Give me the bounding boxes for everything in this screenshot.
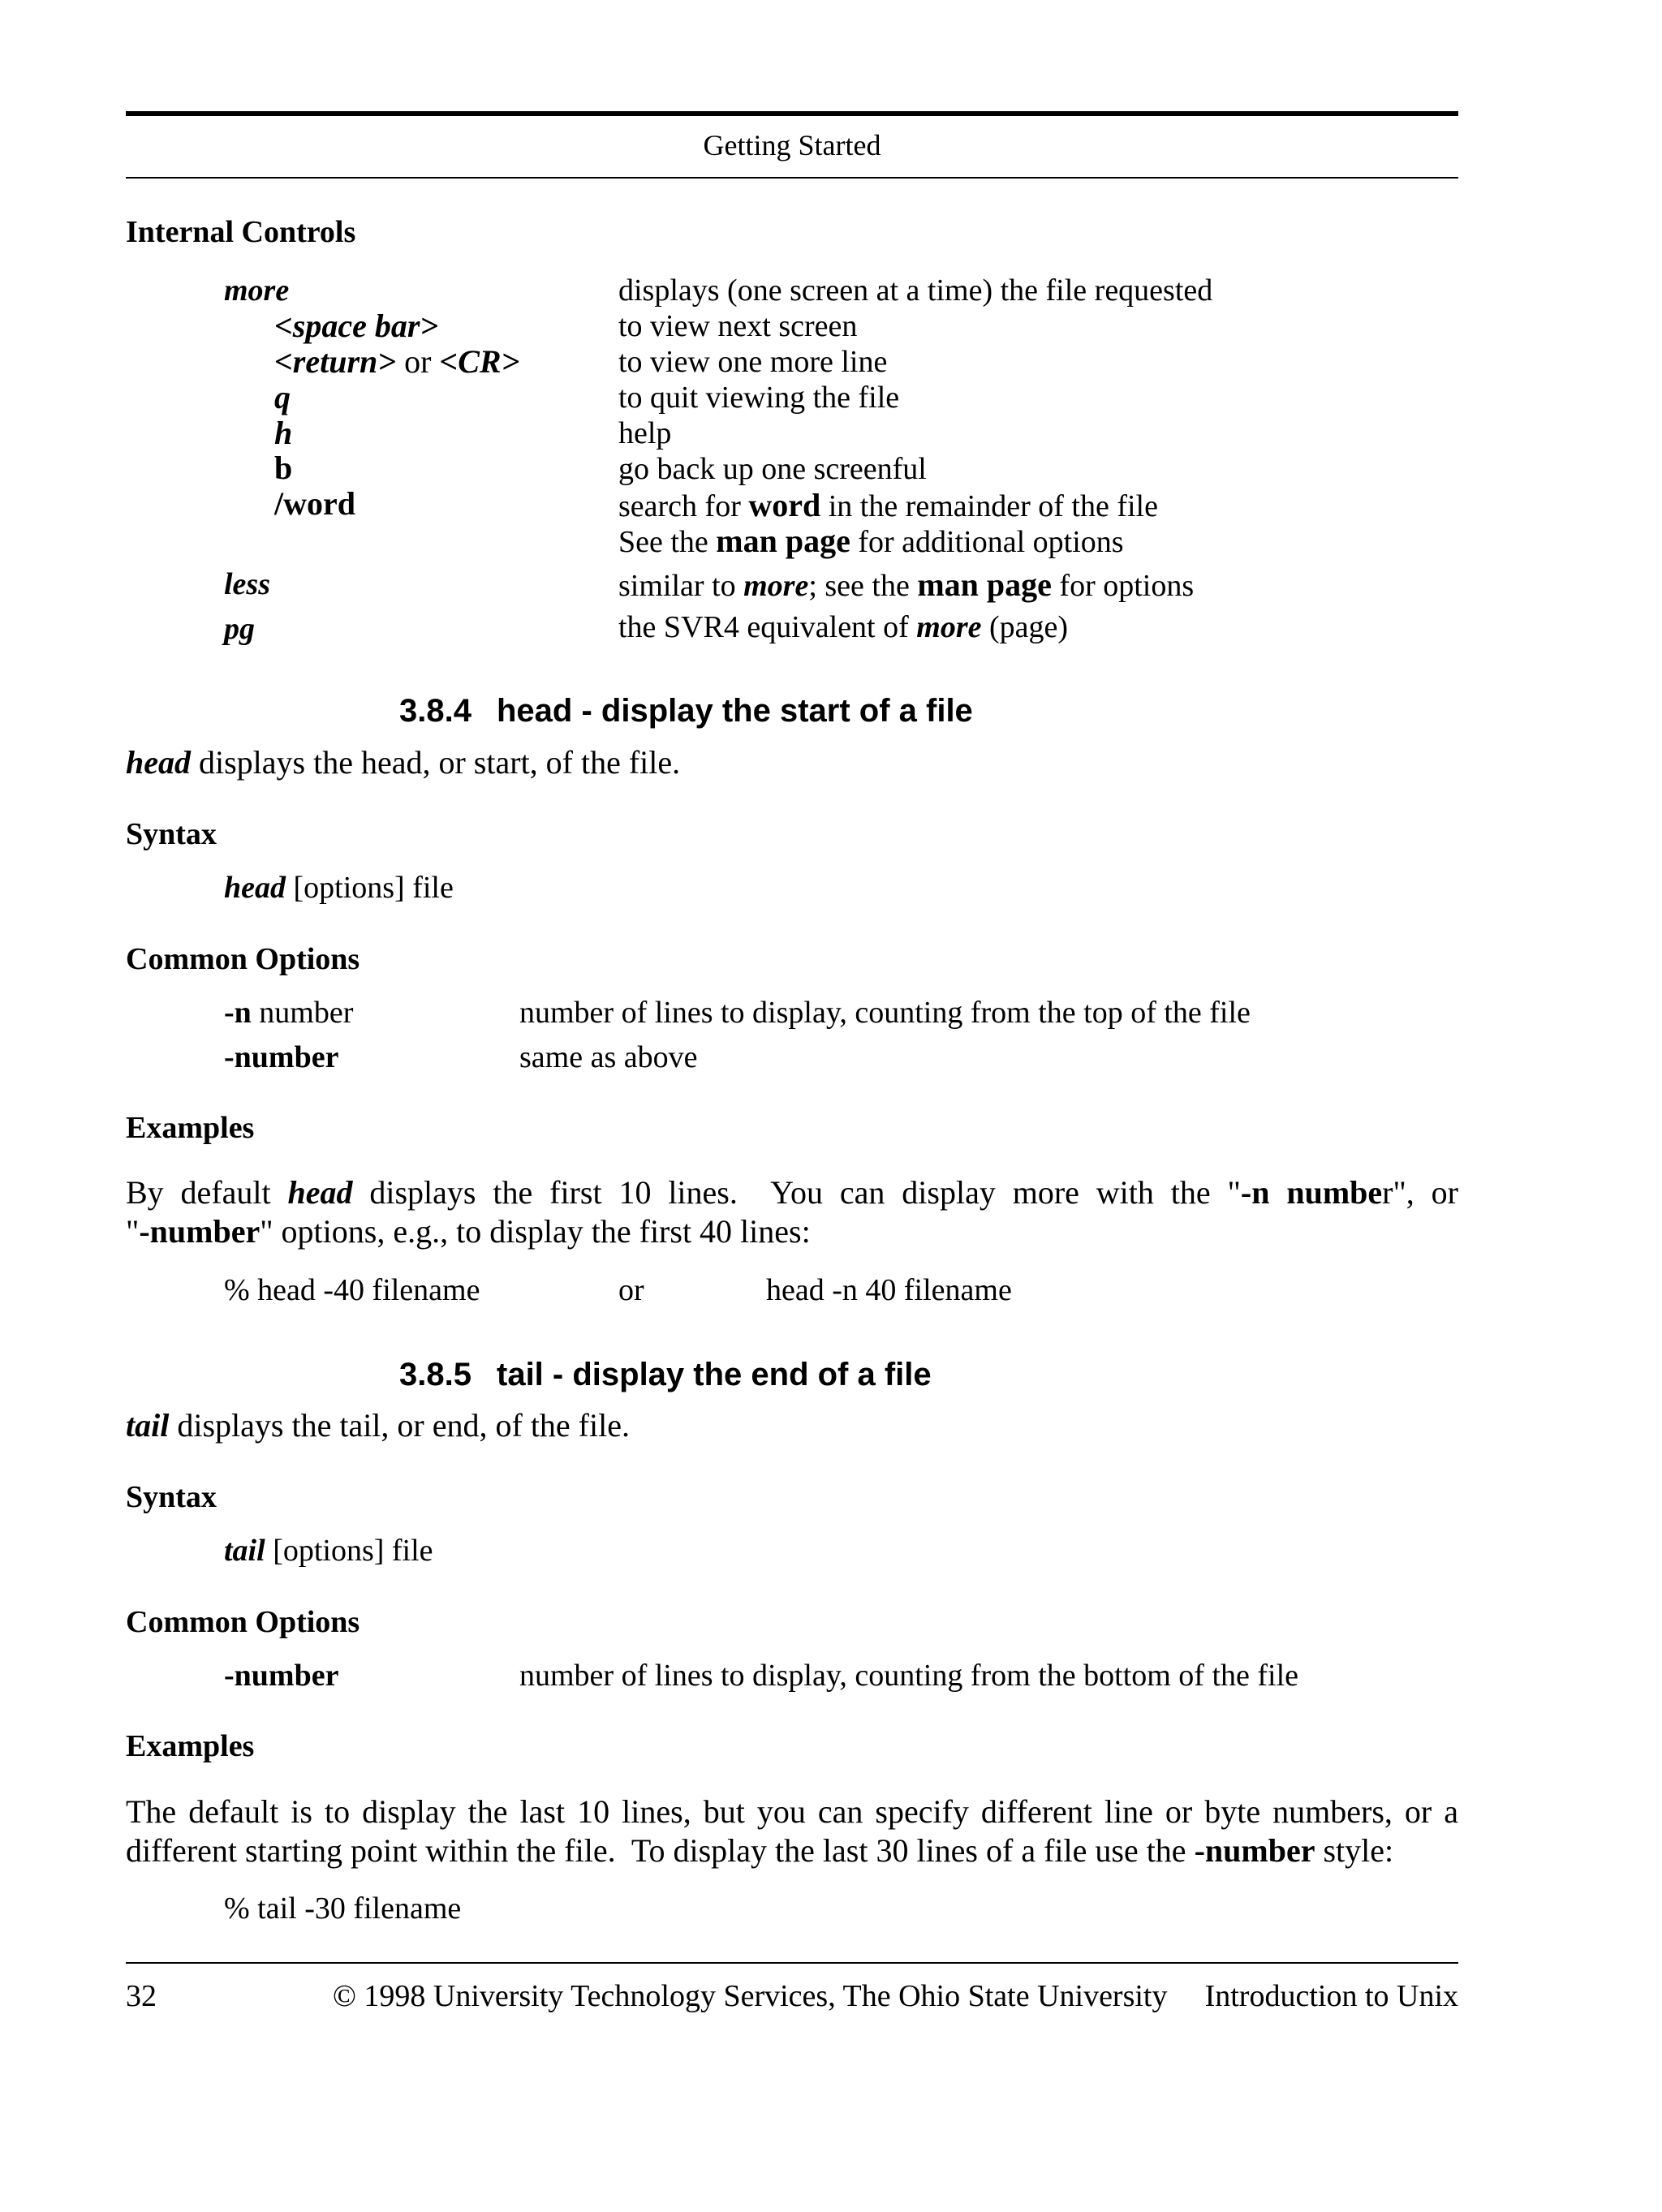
tail-examples-heading: Examples [126, 1729, 255, 1763]
cmd-b: b [274, 450, 293, 486]
section-head-title: head - display the start of a file [497, 693, 973, 729]
head-example-line-2: "-number" options, e.g., to display the first 40 lines: [126, 1213, 811, 1250]
desc-less: similar to more; see the man page for options [618, 566, 1195, 603]
section-tail-number: 3.8.5 [399, 1357, 471, 1392]
footer-rule [126, 1962, 1458, 1964]
tail-options-heading: Common Options [126, 1605, 360, 1639]
desc-word: search for word in the remainder of the file [618, 487, 1158, 523]
cmd-pg: pg [224, 612, 255, 646]
tail-example-line-2: different starting point within the file. To display the last 30 lines of a file use the -number style: [126, 1832, 1394, 1869]
desc-more: displays (one screen at a time) the file requested [618, 273, 1213, 308]
head-example-code-1: % head -40 filename [224, 1273, 480, 1307]
head-syntax: head [options] file [224, 871, 454, 905]
tail-syntax-heading: Syntax [126, 1480, 217, 1514]
head-example-line-1: By default head displays the first 10 lines. You can display more with the "-n number", or [126, 1174, 1458, 1211]
cmd-space-bar: <space bar> [274, 308, 439, 344]
cmd-h: h [274, 415, 293, 451]
head-option-n-desc: number of lines to display, counting from the top of the file [519, 996, 1251, 1030]
desc-return: to view one more line [618, 345, 888, 379]
tail-example-line-1: The default is to display the last 10 lines, but you can specify different line or byte numbers, or a [126, 1793, 1458, 1830]
cmd-word: /word [274, 485, 355, 522]
cmd-q: q [274, 379, 291, 415]
desc-q: to quit viewing the file [618, 381, 900, 415]
cmd-return: <return> or <CR> [274, 343, 520, 380]
tail-option-number-desc: number of lines to display, counting from the bottom of the file [519, 1659, 1299, 1693]
head-example-or: or [618, 1273, 644, 1307]
cmd-less: less [224, 567, 270, 601]
head-option-number: -number [224, 1040, 339, 1074]
tail-syntax: tail [options] file [224, 1534, 433, 1568]
desc-see-man-page: See the man page for additional options [618, 523, 1124, 559]
head-example-code-2: head -n 40 filename [766, 1273, 1012, 1307]
section-head-number: 3.8.4 [399, 693, 471, 729]
head-intro: head displays the head, or start, of the file. [126, 744, 681, 781]
desc-b: go back up one screenful [618, 452, 927, 486]
head-options-heading: Common Options [126, 942, 360, 976]
tail-example-code: % tail -30 filename [224, 1891, 462, 1926]
section-tail-title: tail - display the end of a file [497, 1357, 932, 1392]
header-thin-rule [126, 177, 1458, 179]
head-example-paragraph [126, 1173, 1458, 1251]
head-option-n: -n number [224, 996, 354, 1030]
desc-h: help [618, 416, 672, 450]
footer-copyright: © 1998 University Technology Services, The Ohio State University [333, 1979, 1168, 2013]
tail-example-paragraph [126, 1792, 1458, 1870]
head-syntax-heading: Syntax [126, 817, 217, 851]
tail-intro: tail displays the tail, or end, of the file. [126, 1407, 630, 1444]
internal-controls-heading: Internal Controls [126, 215, 356, 249]
running-header: Getting Started [703, 129, 881, 161]
head-examples-heading: Examples [126, 1111, 255, 1145]
desc-space-bar: to view next screen [618, 309, 858, 343]
footer-page-number: 32 [126, 1979, 157, 2013]
footer-book-title: Introduction to Unix [1204, 1979, 1458, 2013]
desc-pg: the SVR4 equivalent of more (page) [618, 610, 1069, 644]
head-option-number-desc: same as above [519, 1040, 698, 1074]
header-thick-rule [126, 111, 1458, 116]
cmd-more: more [224, 273, 290, 308]
tail-option-number: -number [224, 1659, 339, 1693]
